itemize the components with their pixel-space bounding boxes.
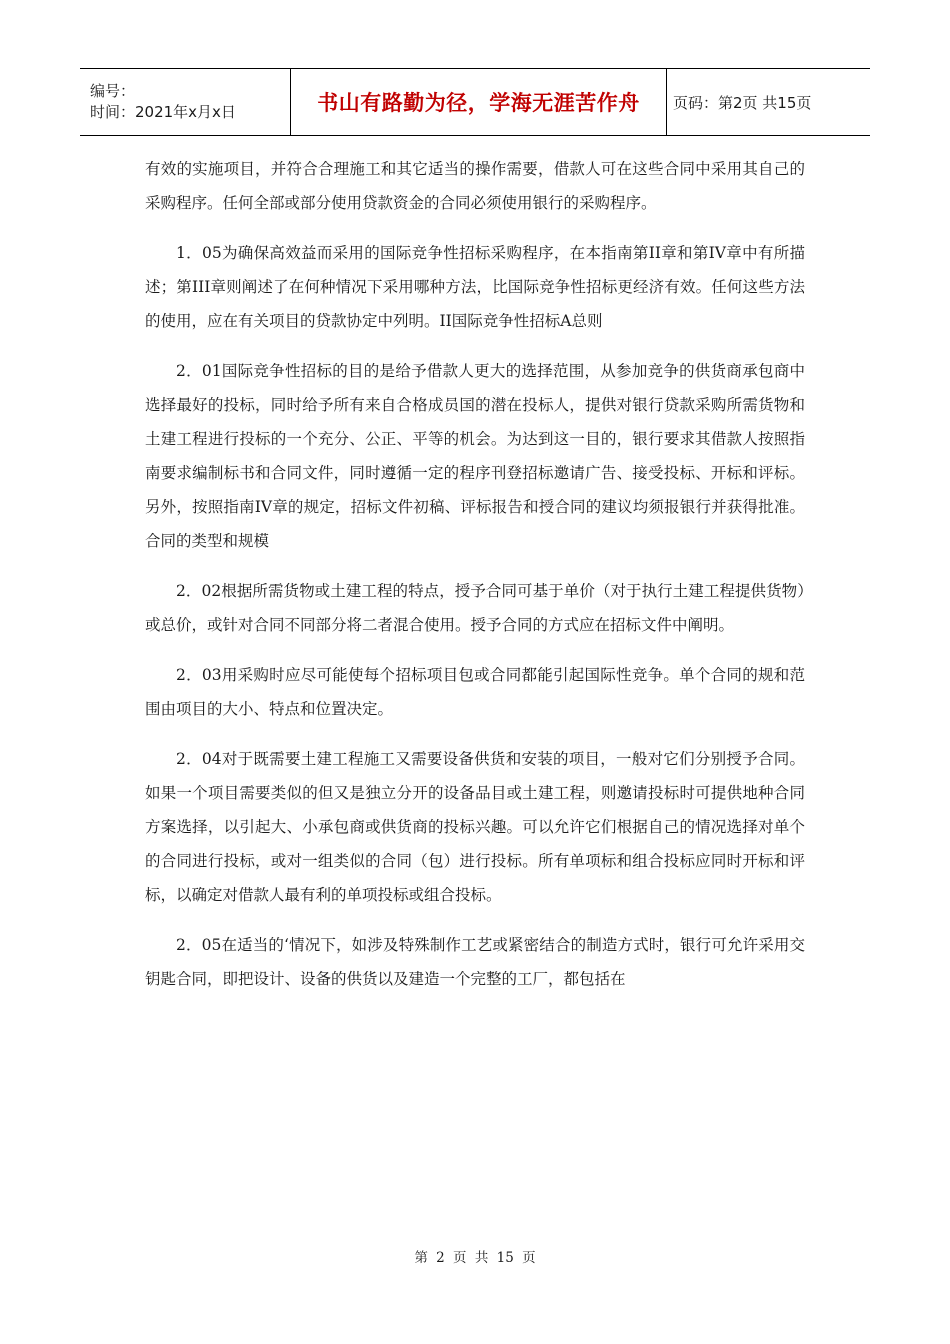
document-body xyxy=(145,152,805,1012)
header-motto-cell xyxy=(291,69,667,136)
header-motto: 书山有路勤为径，学海无涯苦作舟 xyxy=(317,91,640,115)
header-meta xyxy=(80,69,291,136)
paragraph-2-05: 2．05在适当的‘情况下，如涉及特殊制作工艺或紧密结合的制造方式时，银行可允许采用交钥匙合同，即把设计、设备的供货以及建造一个完整的工厂，都包括在 xyxy=(145,936,805,988)
paragraph-2-04: 2．04对于既需要土建工程施工又需要设备供货和安装的项目，一般对它们分别授予合同。如果一个项目需要类似的但又是独立分开的设备品目或土建工程，则邀请投标时可提供地种合同方案选择，以引起大、小承包商或供货商的投标兴趣。可以允许它们根据自己的情况选择对单个的合同进行投标，或对一组类似的合同（包）进行投标。所有单项标和组合投标应同时开标和评标，以确定对借款人最有利的单项投标或组合投标。 xyxy=(145,750,805,904)
header-page-cell xyxy=(667,69,871,136)
page-footer: 第 2 页 共 15 页 xyxy=(414,1250,536,1266)
paragraph-2-01: 2．01国际竞争性招标的目的是给予借款人更大的选择范围，从参加竞争的供货商承包商中选择最好的投标，同时给予所有来自合格成员国的潜在投标人，提供对银行贷款采购所需货物和土建工程进行投标的一个充分、公正、平等的机会。为达到这一目的，银行要求其借款人按照指南要求编制标书和合同文件，同时遵循一定的程序刊登招标邀请广告、接受投标、开标和评标。另外，按照指南IV章的规定，招标文件初稿、评标报告和授合同的建议均须报银行并获得批准。合同的类型和规模 xyxy=(145,362,805,550)
document-header xyxy=(80,68,870,136)
paragraph-continued: 有效的实施项目，并符合合理施工和其它适当的操作需要，借款人可在这些合同中采用其自己的采购程序。任何全部或部分使用贷款资金的合同必须使用银行的采购程序。 xyxy=(145,160,805,212)
document-time-label: 时间：2021年x月x日 xyxy=(90,103,236,121)
paragraph-2-03: 2．03用采购时应尽可能使每个招标项目包或合同都能引起国际性竞争。单个合同的规和范围由项目的大小、特点和位置决定。 xyxy=(145,666,805,718)
paragraph-2-02: 2．02根据所需货物或土建工程的特点，授予合同可基于单价（对于执行土建工程提供货物）或总价，或针对合同不同部分将二者混合使用。授予合同的方式应在招标文件中阐明。 xyxy=(145,582,805,634)
document-number-label: 编号： xyxy=(90,82,136,100)
paragraph-1-05: 1．05为确保高效益而采用的国际竞争性招标采购程序，在本指南第II章和第IV章中有所描述；第III章则阐述了在何种情况下采用哪种方法，比国际竞争性招标更经济有效。任何这些方法的使用，应在有关项目的贷款协定中列明。II国际竞争性招标A总则 xyxy=(145,244,805,330)
header-page-label: 页码：第2页 共15页 xyxy=(673,93,812,112)
